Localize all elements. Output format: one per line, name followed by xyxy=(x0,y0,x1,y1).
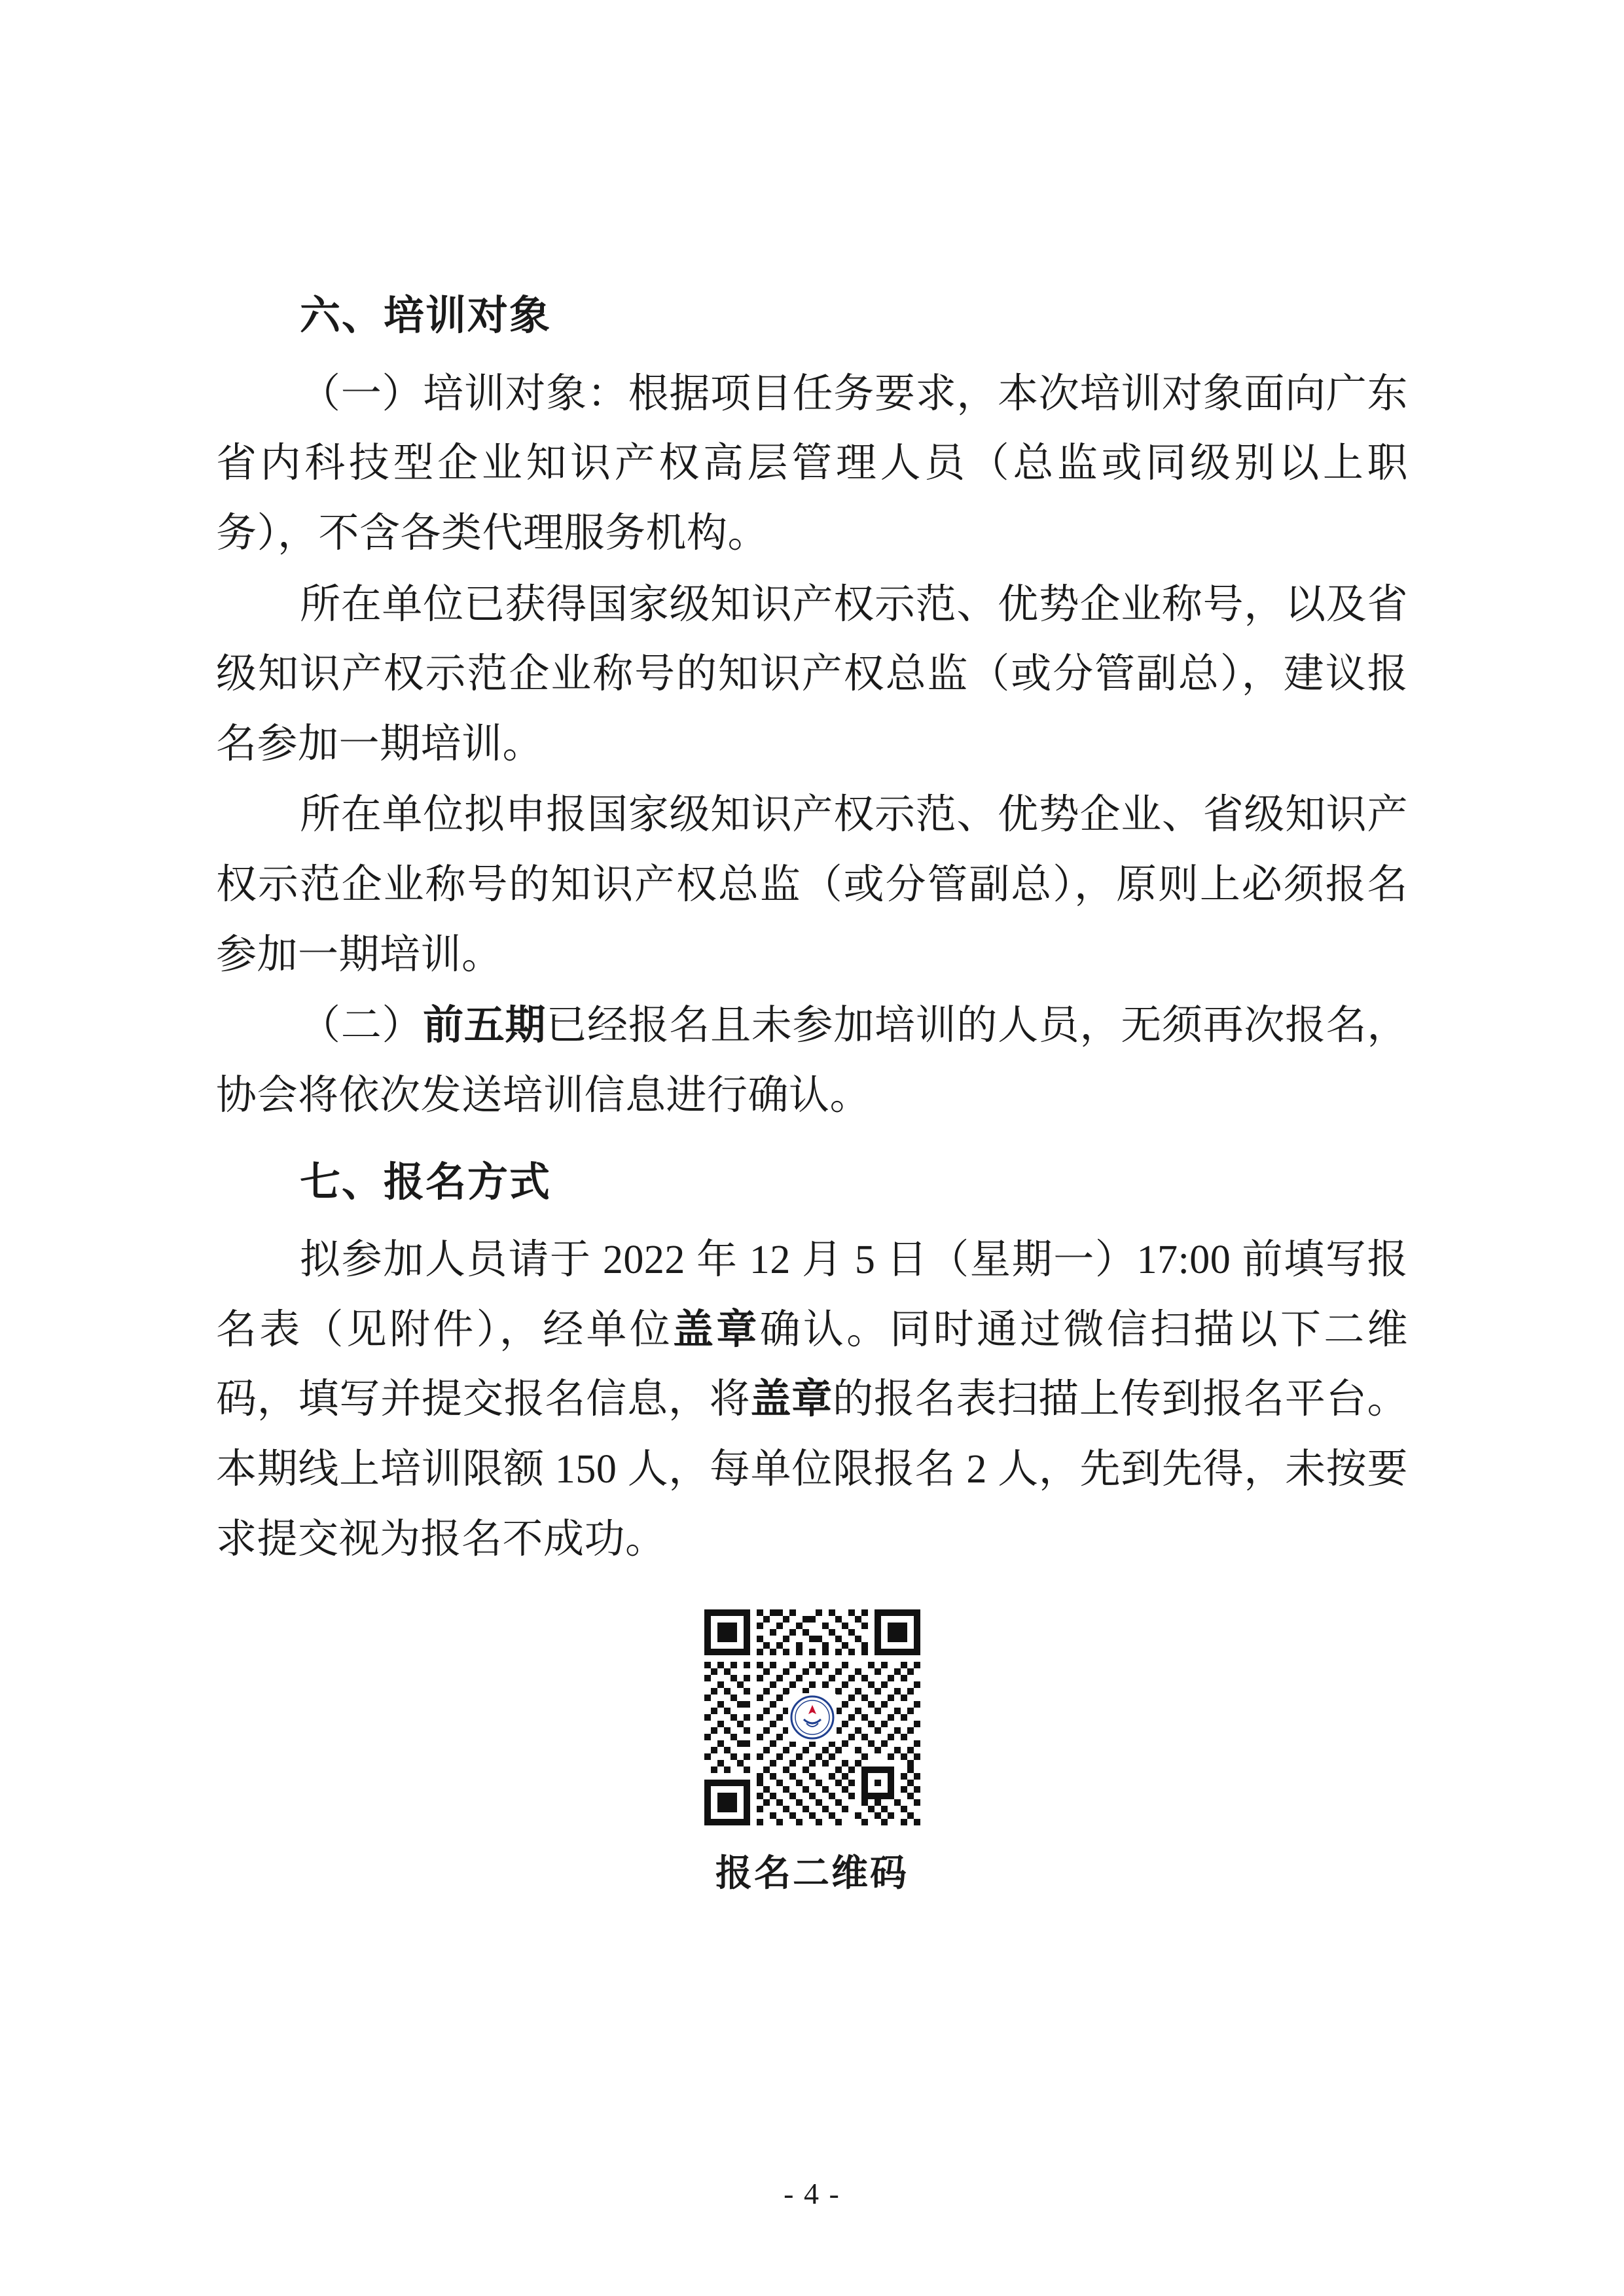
section-heading-six: 六、培训对象 xyxy=(300,294,552,338)
section-spacer xyxy=(216,1131,1408,1148)
emblem-svg xyxy=(789,1695,835,1740)
paragraph-previous-sessions-prefix: （二） xyxy=(300,1003,424,1049)
paragraph-previous-sessions xyxy=(216,991,1408,1130)
paragraph-previous-sessions-suffix: 已经报名且未参加培训的人员，无须再次报名，协会将依次发送培训信息进行确认。 xyxy=(216,1003,1408,1118)
qr-code-image xyxy=(704,1609,920,1825)
registration-part3: 的报名表扫描上传到报名平台。本期线上培训限额 150 人，每单位限报名 2 人，先到先得，未按要求提交视为报名不成功。 xyxy=(216,1377,1408,1562)
registration-part1: 拟参加人员请于 2022 年 12 月 5 日（星期一）17:00 前填写报名表（见附件），经单位 xyxy=(216,1238,1408,1352)
section-heading-seven: 七、报名方式 xyxy=(300,1160,552,1205)
registration-part2: 确认。同时通过微信扫描以下二维码，填写并提交报名信息，将 xyxy=(216,1307,1408,1422)
association-emblem-icon xyxy=(788,1693,837,1742)
document-body xyxy=(216,281,1408,1906)
paragraph-registration-method xyxy=(216,1225,1408,1574)
registration-bold-seal-1: 盖章 xyxy=(673,1307,760,1352)
paragraph-previous-sessions-bold: 前五期 xyxy=(423,1003,547,1049)
paragraph-training-target: （一）培训对象：根据项目任务要求，本次培训对象面向广东省内科技型企业知识产权高层管理人员（总监或同级别以上职务），不含各类代理服务机构。 xyxy=(216,371,1408,556)
qr-code-caption: 报名二维码 xyxy=(715,1854,909,1895)
registration-bold-seal-2: 盖章 xyxy=(750,1377,833,1422)
paragraph-national-demo: 所在单位已获得国家级知识产权示范、优势企业称号，以及省级知识产权示范企业称号的知识产权总监（或分管副总），建议报名参加一期培训。 xyxy=(216,582,1408,766)
page-number: - 4 - xyxy=(784,2177,840,2210)
paragraph-apply-demo: 所在单位拟申报国家级知识产权示范、优势企业、省级知识产权示范企业称号的知识产权总监（或分管副总），原则上必须报名参加一期培训。 xyxy=(216,793,1408,977)
qr-code-block xyxy=(216,1609,1408,1905)
